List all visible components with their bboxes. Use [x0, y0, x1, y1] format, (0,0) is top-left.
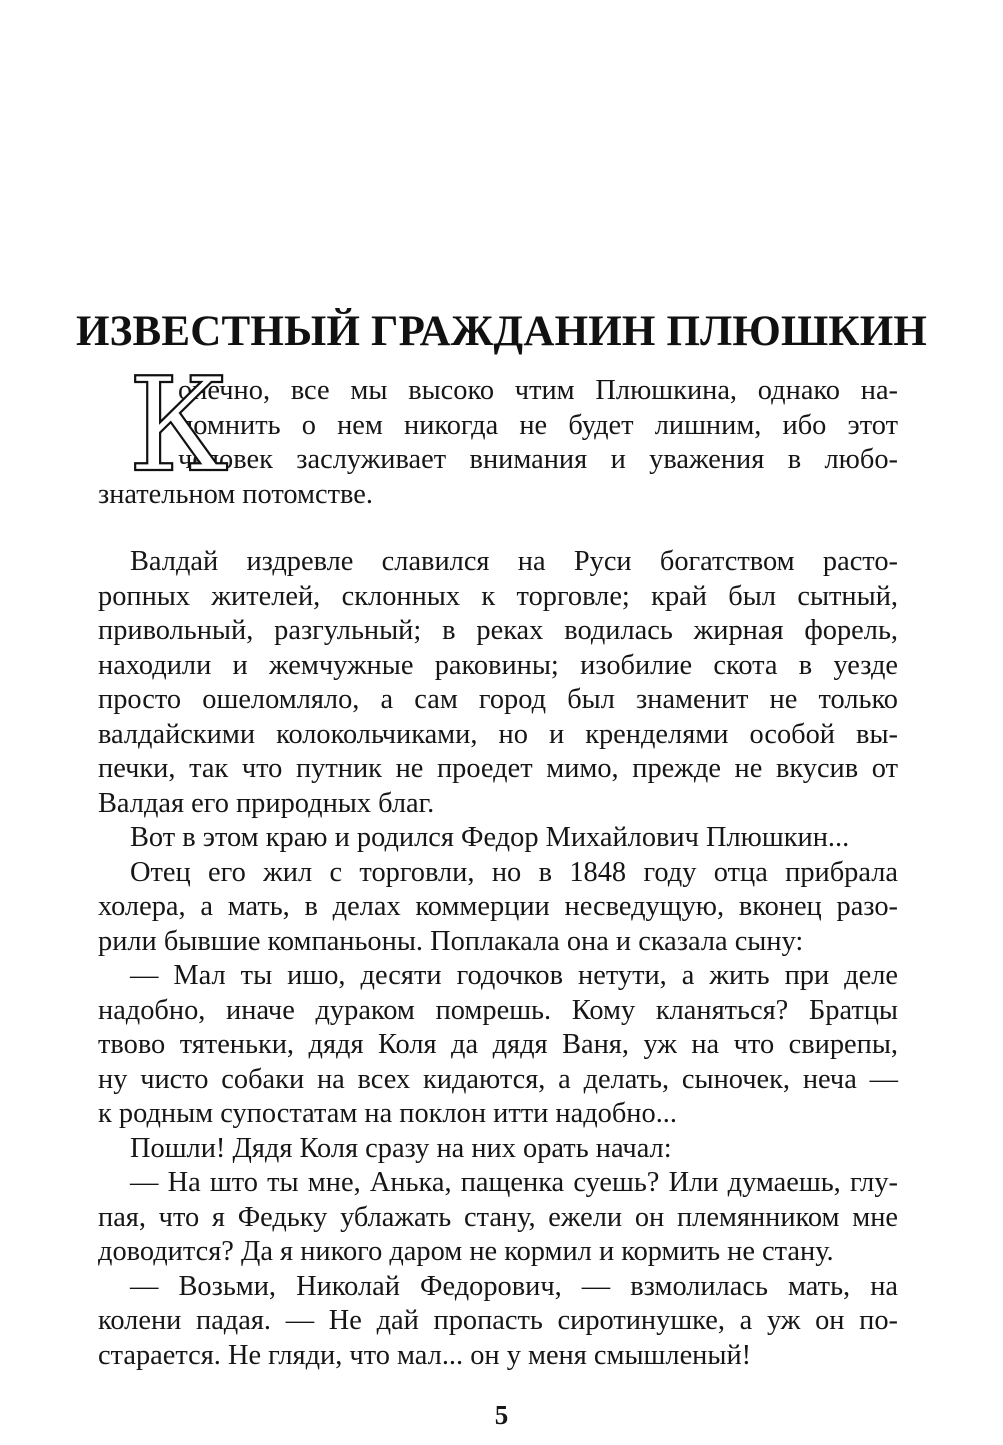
- text-line: ну чисто собаки на всех кидаются, а делать, сыночек, неча —: [98, 1063, 898, 1095]
- text-line: — Возьми, Николай Федорович, — взмолилась мать, на: [130, 1270, 898, 1302]
- chapter-title: ИЗВЕСТНЫЙ ГРАЖДАНИН ПЛЮШКИН: [75, 308, 928, 355]
- text-line: колени падая. — Не дай пропасть сиротинушке, а уж он по-: [98, 1305, 898, 1336]
- text-line: помнить о нем никогда не будет лишним, ибо этот: [178, 409, 898, 441]
- text-line: холера, а мать, в делах коммерции несведущую, вконец разо-: [98, 891, 898, 922]
- text-line: просто ошеломляло, а сам город был знаменит не только: [98, 684, 898, 715]
- text-line: Валдая его природных благ.: [98, 787, 435, 819]
- text-line: печки, так что путник не проедет мимо, прежде не вкусив от: [98, 753, 898, 784]
- text-line: Вот в этом краю и родился Федор Михайлович Плюшкин...: [130, 822, 850, 853]
- text-line: ропных жителей, склонных к торговле; край был сытный,: [98, 580, 898, 612]
- text-line: привольный, разгульный; в реках водилась жирная форель,: [98, 615, 898, 646]
- text-line: человек заслуживает внимания и уважения в любо-: [178, 444, 898, 475]
- text-line: — Мал ты ишо, десяти годочков нетути, а жить при деле: [130, 960, 898, 991]
- text-line: онечно, все мы высоко чтим Плюшкина, однако на-: [178, 375, 898, 406]
- body-text: [98, 545, 898, 1373]
- text-line: находили и жемчужные раковины; изобилие скота в уезде: [98, 649, 898, 681]
- text-line: к родным супостатам на поклон итти надобно...: [98, 1098, 677, 1129]
- text-line: валдайскими колокольчиками, но и кренделями особой вы-: [98, 718, 898, 750]
- text-line: доводится? Да я никого даром не кормил и кормить не стану.: [98, 1236, 834, 1267]
- text-line: — На што ты мне, Анька, пащенка суешь? Или думаешь, глу-: [130, 1167, 898, 1198]
- text-line: рили бывшие компаньоны. Поплакала она и сказала сыну:: [98, 925, 804, 957]
- text-line: надобно, иначе дураком помрешь. Кому кланяться? Братцы: [98, 994, 898, 1026]
- text-line: пая, что я Федьку ублажать стану, ежели он племянником мне: [98, 1201, 898, 1233]
- text-line: старается. Не гляди, что мал... он у меня смышленый!: [98, 1339, 752, 1371]
- intro-paragraph: [98, 349, 898, 512]
- text-line: Валдай издревле славился на Руси богатством расто-: [130, 546, 898, 577]
- text-line: знательном потомстве.: [98, 478, 373, 510]
- text-line: Пошли! Дядя Коля сразу на них орать начал:: [130, 1132, 672, 1164]
- text-line: Отец его жил с торговли, но в 1848 году отца прибрала: [130, 856, 898, 888]
- text-line: твово тятеньки, дядя Коля да дядя Ваня, уж на что свирепы,: [98, 1029, 898, 1060]
- drop-cap-letter: К: [128, 349, 229, 501]
- page-number: 5: [494, 1400, 509, 1430]
